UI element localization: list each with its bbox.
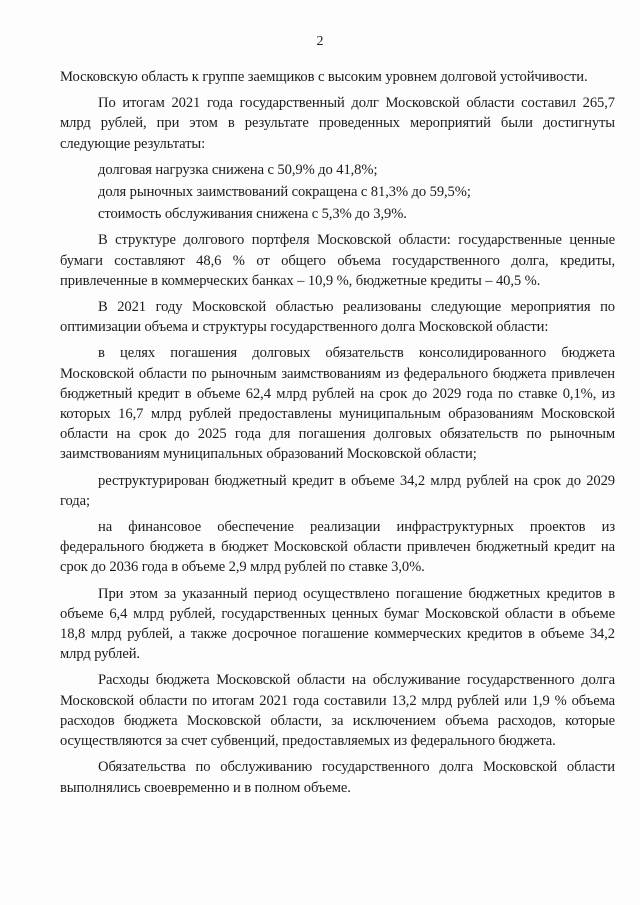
- list-item-service-cost: стоимость обслуживания снижена с 5,3% до 3,9%.: [98, 206, 407, 223]
- paragraph-portfolio-structure: В структуре долгового портфеля Московской области: государственные ценные бумаги составляют 48,6 % от общего объема государственного долга, кредиты, привлеченные в коммерческих банках – 10,9 %, бюджетные кредиты – 40,5 %.: [60, 232, 615, 289]
- document-body: [60, 67, 615, 804]
- paragraph-obligations: Обязательства по обслуживанию государственного долга Московской области выполнялись своевременно и в полном объеме.: [60, 759, 615, 796]
- paragraph-measures-intro: В 2021 году Московской областью реализованы следующие мероприятия по оптимизации объема и структуры государственного долга Московской области:: [60, 299, 615, 336]
- list-item-budget-credit: в целях погашения долговых обязательств консолидированного бюджета Московской области по рыночным заимствованиям из федерального бюджета привлечен бюджетный кредит в объеме 62,4 млрд рублей на срок до 2029 года по ставке 0,1%, из которых 16,7 млрд рублей предоставлены муниципальным образованиям Московской области на срок до 2025 года для погашения долговых обязательств по рыночным заимствованиям муниципальных образований Московской области;: [60, 345, 615, 463]
- paragraph-debt-summary: По итогам 2021 года государственный долг Московской области составил 265,7 млрд рублей, при этом в результате проведенных мероприятий были достигнуты следующие результаты:: [60, 95, 615, 152]
- paragraph-repayment: При этом за указанный период осуществлено погашение бюджетных кредитов в объеме 6,4 млрд рублей, государственных ценных бумаг Московской области в объеме 18,8 млрд рублей, а также досрочное погашение коммерческих кредитов в объеме 34,2 млрд рублей.: [60, 585, 615, 663]
- list-item-market-borrowing-share: доля рыночных заимствований сокращена с 81,3% до 59,5%;: [98, 184, 471, 201]
- list-item-restructured-credit: реструктурирован бюджетный кредит в объеме 34,2 млрд рублей на срок до 2029 года;: [60, 472, 615, 509]
- paragraph-service-expenses: Расходы бюджета Московской области на обслуживание государственного долга Московской области по итогам 2021 года составили 13,2 млрд рублей или 1,9 % объема расходов бюджета Московской области, за исключением объема расходов, которые осуществляются за счет субвенций, предоставляемых из федерального бюджета.: [60, 672, 615, 750]
- paragraph-continuation: Московскую область к группе заемщиков с высоким уровнем долговой устойчивости.: [60, 69, 588, 85]
- list-item-debt-load: долговая нагрузка снижена с 50,9% до 41,8%;: [98, 161, 378, 178]
- page-number: 2: [316, 34, 324, 49]
- list-item-infrastructure-credit: на финансовое обеспечение реализации инфраструктурных проектов из федерального бюджета в бюджет Московской области привлечен бюджетный кредит на срок до 2036 года в объеме 2,9 млрд рублей по ставке 3,0%.: [60, 519, 615, 576]
